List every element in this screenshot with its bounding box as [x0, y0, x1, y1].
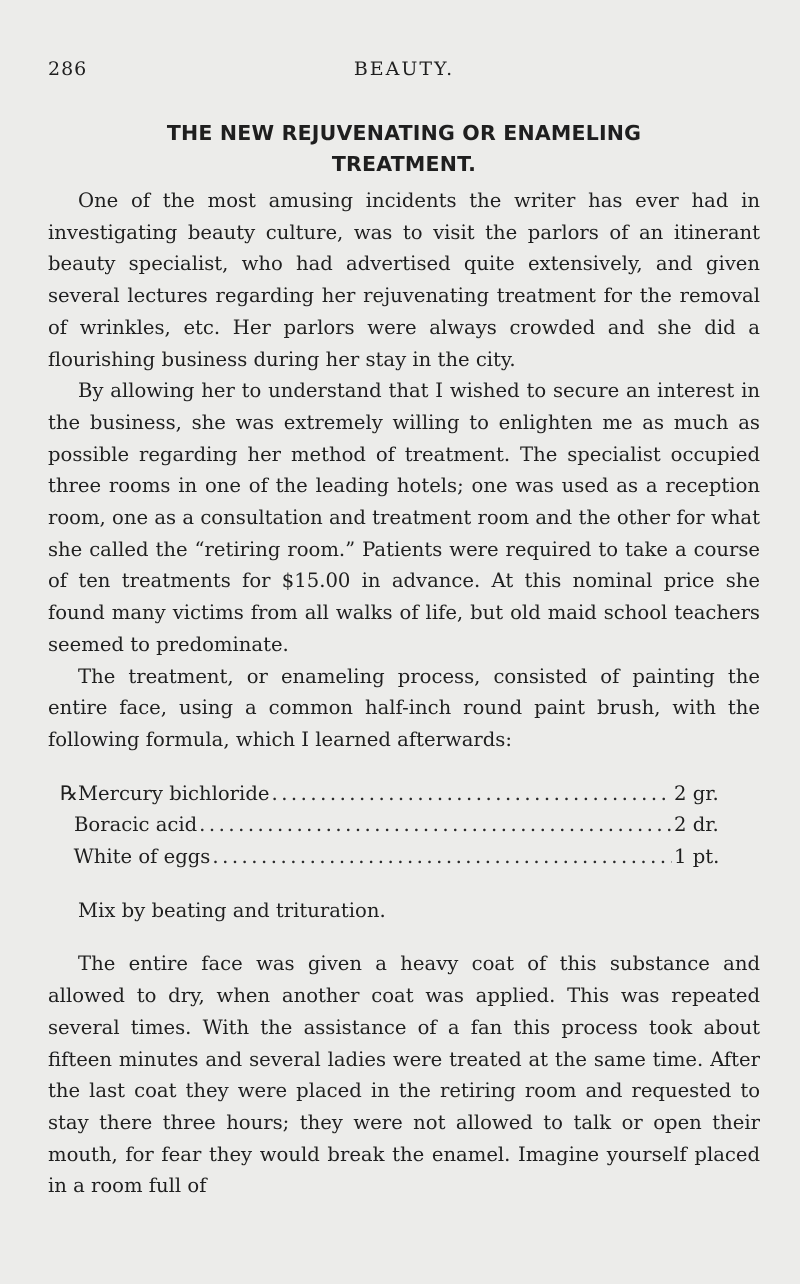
formula-row — [60, 809, 720, 841]
body-paragraph: By allowing her to understand that I wished to secure an interest in the business, she was extremely willing to enlighten me as much as possible regarding her method of treatment. The specialist occupied three rooms in one of the leading hotels; one was used as a reception room, one as a consultation and treatment room and the other for what she called the “retiring room.” Patients were required to take a course of ten treatments for $15.00 in advance. At this nominal price she found many victims from all walks of life, but old maid school teachers seemed to predominate. — [48, 379, 760, 656]
formula-quantity: 2 gr. — [674, 781, 719, 805]
chapter-title — [48, 118, 760, 180]
formula-quantity: 2 dr. — [674, 813, 719, 837]
formula-row — [60, 841, 720, 873]
formula-quantity: 1 pt. — [674, 845, 720, 869]
formula-ingredient: Mercury bichloride — [77, 781, 270, 805]
formula-ingredient: White of eggs — [73, 845, 211, 869]
formula-list — [48, 778, 720, 873]
page-number: 286 — [48, 58, 88, 80]
chapter-title-line-1: THE NEW REJUVENATING OR ENAMELING — [166, 121, 642, 145]
prescription-symbol: ℞ — [60, 780, 78, 805]
formula-instruction: Mix by beating and trituration. — [78, 898, 386, 922]
formula-row — [60, 778, 720, 810]
dot-leader — [271, 778, 672, 810]
body-paragraph: The entire face was given a heavy coat of this substance and allowed to dry, when another coat was applied. This was repeated several times. With the assistance of a fan this process took about fifteen minutes and several ladies were treated at the same time. After the last coat they were placed in the retiring room and requested to stay there three hours; they were not allowed to talk or open their mouth, for fear they would break the enamel. Imagine yourself placed in a room full of — [48, 952, 760, 1198]
body-paragraph: One of the most amusing incidents the writer has ever had in investigating beauty culture, was to visit the parlors of an itinerant beauty specialist, who had advertised quite extensively, and given several lectures regarding her rejuvenating treatment for the removal of wrinkles, etc. Her parlors were always crowded and she did a flourishing business during her stay in the city. — [48, 189, 760, 371]
dot-leader — [212, 841, 672, 873]
running-head — [48, 38, 760, 78]
formula-ingredient: Boracic acid — [74, 813, 198, 837]
chapter-title-line-2: TREATMENT. — [331, 152, 477, 176]
running-head-title: BEAUTY. — [353, 58, 455, 80]
body-paragraph: The treatment, or enameling process, consisted of painting the entire face, using a common half-inch round paint brush, with the following formula, which I learned afterwards: — [48, 664, 760, 751]
dot-leader — [199, 809, 672, 841]
